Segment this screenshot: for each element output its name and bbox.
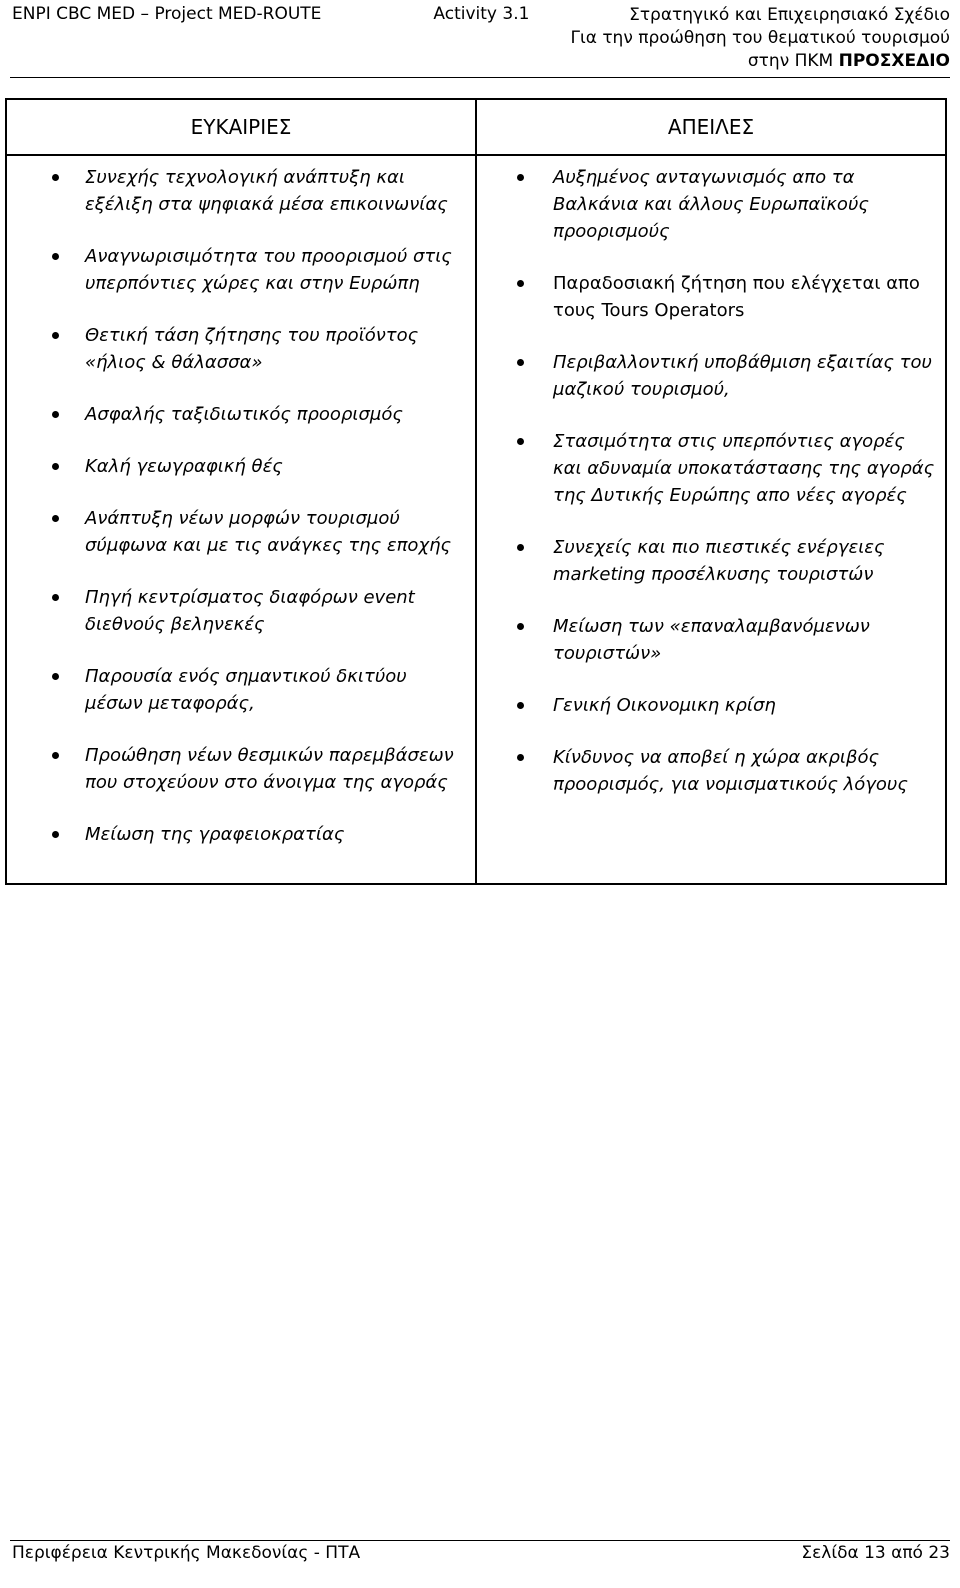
bullet-icon [517, 280, 524, 287]
opportunity-item [7, 821, 475, 848]
opportunity-item-text: Ασφαλής ταξιδιωτικός προορισμός [85, 404, 403, 425]
threat-item [477, 534, 945, 588]
threat-item [477, 692, 945, 719]
header-right-prefix: στην ΠΚΜ [747, 51, 839, 71]
bullet-icon [517, 623, 524, 630]
threat-item-text: Συνεχείς και πιο πιεστικές ενέργειες marketing προσέλκυσης τουριστών [553, 537, 885, 585]
bullet-icon [52, 253, 59, 260]
opportunity-item [7, 584, 475, 638]
opportunity-item [7, 164, 475, 218]
opportunity-item [7, 453, 475, 480]
opportunity-item [7, 505, 475, 559]
opportunity-item-text: Προώθηση νέων θεσμικών παρεμβάσεων που στοχεύουν στο άνοιγμα της αγοράς [85, 745, 454, 793]
threat-item [477, 613, 945, 667]
threat-item-text: Στασιμότητα στις υπερπόντιες αγορές και αδυναμία υποκατάστασης της αγοράς της Δυτικής Ευρώπης απο νέες αγορές [553, 431, 935, 506]
footer-divider [10, 1540, 950, 1541]
opportunity-item-text: Πηγή κεντρίσματος διαφόρων event διεθνούς βεληνεκές [85, 587, 415, 635]
bullet-icon [52, 174, 59, 181]
bullet-icon [52, 411, 59, 418]
opportunity-item-text: Θετική τάση ζήτησης του προϊόντος «ήλιος & θάλασσα» [85, 325, 419, 373]
threat-item-text: Γενική Οικονομικη κρίση [553, 695, 776, 716]
threats-heading: ΑΠΕΙΛΕΣ [476, 99, 946, 155]
threat-item [477, 349, 945, 403]
threats-list [477, 156, 945, 833]
bullet-icon [52, 831, 59, 838]
bullet-icon [52, 594, 59, 601]
threat-item-text: Κίνδυνος να αποβεί η χώρα ακριβός προορισμός, για νομισματικούς λόγους [553, 747, 908, 795]
bullet-icon [517, 174, 524, 181]
opportunity-item [7, 401, 475, 428]
header-project-title: ENPI CBC MED – Project MED-ROUTE [12, 4, 322, 24]
bullet-icon [52, 332, 59, 339]
bullet-icon [517, 702, 524, 709]
header-right-line-3 [570, 50, 950, 73]
bullet-icon [52, 752, 59, 759]
opportunity-item [7, 742, 475, 796]
opportunity-item-text: Συνεχής τεχνολογική ανάπτυξη και εξέλιξη στα ψηφιακά μέσα επικοινωνίας [85, 167, 448, 215]
opportunity-item [7, 663, 475, 717]
opportunity-item-text: Καλή γεωγραφική θές [85, 456, 283, 477]
header-activity: Activity 3.1 [433, 4, 530, 24]
opportunity-item-text: Μείωση της γραφειοκρατίας [85, 824, 345, 845]
bullet-icon [517, 438, 524, 445]
threat-item-text: Περιβαλλοντική υποβάθμιση εξαιτίας του μαζικού τουρισμού, [553, 352, 932, 400]
threat-item-text: Παραδοσιακή ζήτηση που ελέγχεται απο τους Tours Operators [553, 273, 920, 321]
opportunity-item [7, 243, 475, 297]
footer-organization: Περιφέρεια Κεντρικής Μακεδονίας - ΠΤΑ [12, 1543, 361, 1563]
opportunities-cell [6, 155, 476, 884]
header-document-title [570, 4, 950, 73]
opportunity-item-text: Αναγνωρισιμότητα του προορισμού στις υπερπόντιες χώρες και στην Ευρώπη [85, 246, 452, 294]
bullet-icon [52, 463, 59, 470]
threat-item [477, 744, 945, 798]
threat-item [477, 428, 945, 509]
bullet-icon [517, 544, 524, 551]
draft-label: ΠΡΟΣΧΕΔΙΟ [838, 51, 950, 71]
threat-item [477, 270, 945, 324]
opportunities-list [7, 156, 475, 883]
page-number: Σελίδα 13 από 23 [801, 1543, 950, 1563]
bullet-icon [52, 515, 59, 522]
header-project [12, 4, 529, 24]
bullet-icon [52, 673, 59, 680]
threat-item-text: Μείωση των «επαναλαμβανόμενων τουριστών» [553, 616, 870, 664]
bullet-icon [517, 359, 524, 366]
opportunity-item [7, 322, 475, 376]
bullet-icon [517, 754, 524, 761]
threat-item [477, 164, 945, 245]
threats-cell [476, 155, 946, 884]
header-divider [10, 77, 950, 78]
opportunity-item-text: Παρουσία ενός σημαντικού δκιτύου μέσων μεταφοράς, [85, 666, 407, 714]
header-right-line-1: Στρατηγικό και Επιχειρησιακό Σχέδιο [629, 5, 950, 25]
header-right-line-2: Για την προώθηση του θεματικού τουρισμού [570, 28, 950, 48]
opportunity-item-text: Ανάπτυξη νέων μορφών τουρισμού σύμφωνα και με τις ανάγκες της εποχής [85, 508, 452, 556]
opportunities-heading: ΕΥΚΑΙΡΙΕΣ [6, 99, 476, 155]
threat-item-text: Αυξημένος ανταγωνισμός απο τα Βαλκάνια και άλλους Ευρωπαϊκούς προορισμούς [553, 167, 869, 242]
swot-table [5, 98, 947, 885]
